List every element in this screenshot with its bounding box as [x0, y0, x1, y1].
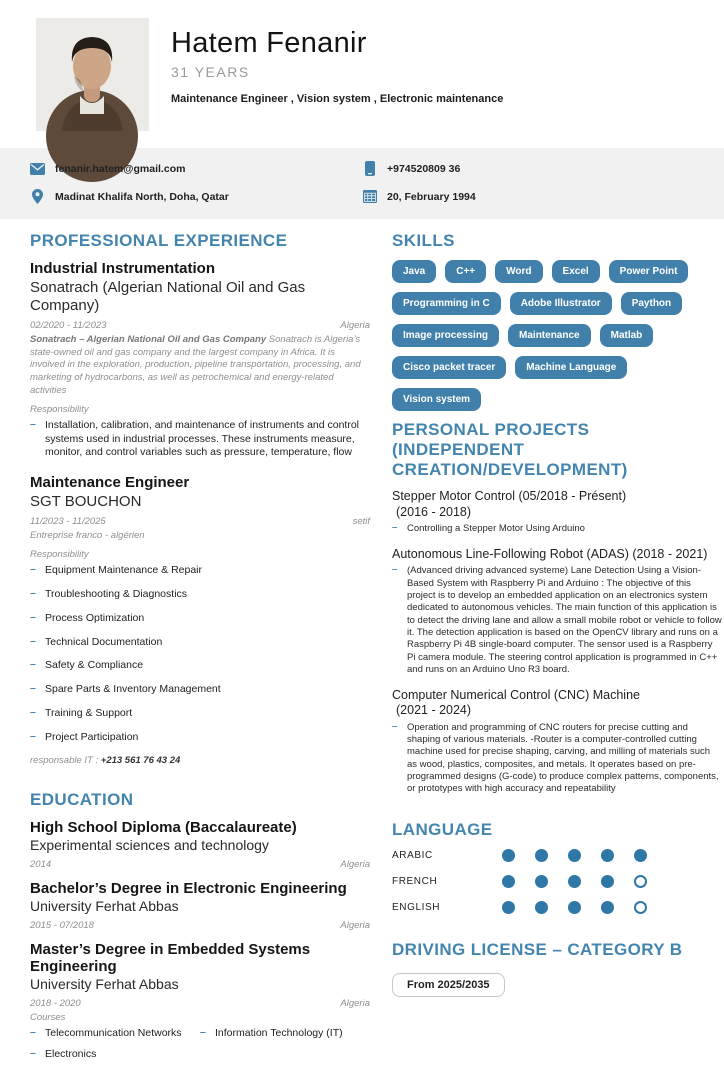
job-bullets — [30, 564, 370, 745]
level-dot-filled — [634, 849, 647, 862]
contact-email[interactable] — [30, 161, 362, 176]
section-title-education: EDUCATION — [30, 789, 134, 809]
job-bullet: – Equipment Maintenance & Repair — [30, 564, 370, 578]
skill-chip: Adobe Illustrator — [510, 292, 612, 315]
role-subtitle: Maintenance Engineer , Vision system , Electronic maintenance — [171, 93, 504, 106]
left-column — [30, 231, 370, 1061]
job-bullets — [30, 419, 370, 461]
courses-col-1 — [30, 1027, 200, 1069]
project-bullet: – Controlling a Stepper Motor Using Arduino — [392, 523, 722, 535]
section-title-skills: SKILLS — [392, 231, 455, 250]
job-bullet: – Troubleshooting & Diagnostics — [30, 588, 370, 602]
course-item: – Electronics — [30, 1048, 200, 1062]
skill-chip: Maintenance — [508, 324, 591, 347]
level-dot-filled — [568, 849, 581, 862]
project-title: Autonomous Line-Following Robot (ADAS) (2018 - 2021) — [392, 546, 708, 561]
edu-location: Algeria — [340, 998, 370, 1010]
education-item — [30, 880, 370, 931]
calendar-icon — [362, 189, 377, 204]
project-item — [392, 547, 722, 677]
job-bullet: – Training & Support — [30, 707, 370, 721]
job-summary — [30, 334, 370, 398]
edu-subtitle: University Ferhat Abbas — [30, 898, 179, 915]
profile-photo — [36, 18, 149, 131]
job-title: Industrial Instrumentation — [30, 260, 216, 278]
education-item — [30, 819, 370, 870]
skill-chip: Excel — [552, 260, 600, 283]
main-content — [0, 219, 724, 1061]
job-meta — [30, 320, 370, 331]
language-name: FRENCH — [392, 875, 438, 887]
project-bullets — [392, 565, 722, 676]
project-bullet: – (Advanced driving advanced systeme) Lane Detection Using a Vision-Based System with Raspberry Pi and Arduino : The objective of this project is to develop an embedded application on an electronics system dedicated to autonomous vehicles. The main function of this application is to detect the driving lane and allow a small mobile robot or vehicle to follow it. The detection application is based on the OpenCV library and runs on a Raspberry Pi 4B single-board computer. The sensor used is a Raspberry Pi camera module. The steering control application is programmed in C++ and runs on an Arduino Uno R3 board. — [392, 565, 722, 676]
job-summary: Entreprise franco - algérien — [30, 530, 145, 542]
language-row — [392, 849, 722, 862]
chips-row — [392, 260, 722, 283]
birthdate-text: 20, February 1994 — [387, 190, 476, 203]
language-level-dots — [502, 849, 647, 862]
job-bullet: – Spare Parts & Inventory Management — [30, 683, 370, 697]
edu-date: 2018 - 2020 — [30, 998, 81, 1010]
skill-chip: Paython — [621, 292, 682, 315]
project-title: Stepper Motor Control (05/2018 - Présent) — [392, 489, 627, 504]
language-name: ARABIC — [392, 849, 433, 861]
chips-row — [392, 324, 722, 347]
map-pin-icon — [30, 189, 45, 204]
level-dot-empty — [634, 901, 647, 914]
skills-chips — [392, 260, 722, 411]
courses-col-2 — [200, 1027, 370, 1069]
skill-chip: C++ — [445, 260, 486, 283]
edu-date: 2015 - 07/2018 — [30, 919, 94, 931]
level-dot-filled — [601, 849, 614, 862]
email-text: fenanir.hatem@gmail.com — [55, 162, 186, 175]
skill-chip: Cisco packet tracer — [392, 356, 506, 379]
project-bullets — [392, 523, 722, 535]
header — [0, 0, 724, 140]
language-level-dots — [502, 901, 647, 914]
license-section — [392, 940, 722, 997]
skill-chip: Machine Language — [515, 356, 627, 379]
smartphone-icon — [362, 161, 377, 176]
level-dot-filled — [601, 901, 614, 914]
skill-chip: Power Point — [609, 260, 689, 283]
job-bullet: – Installation, calibration, and maintenance of instruments and control systems used in industrial processes. These instruments measure, monitor, and control variables such as pressure, temperature, flow — [30, 419, 370, 461]
phone-text: +974520809 36 — [387, 162, 461, 175]
contact-birthdate — [362, 189, 694, 204]
chips-row — [392, 292, 722, 315]
project-title-line2: (2021 - 2024) — [396, 703, 472, 718]
section-title-projects: PERSONAL PROJECTS (INDEPENDENT CREATION/DEVELOPMENT) — [392, 420, 628, 480]
it-note-label: responsable IT : — [30, 754, 101, 766]
job-company: SGT BOUCHON — [30, 493, 142, 511]
skill-chip: Matlab — [600, 324, 654, 347]
header-text — [171, 18, 503, 105]
job-meta — [30, 516, 370, 527]
it-contact-note — [30, 755, 370, 766]
skill-chip: Word — [495, 260, 542, 283]
level-dot-empty — [634, 875, 647, 888]
skill-chip: Image processing — [392, 324, 499, 347]
job-bullet: – Technical Documentation — [30, 636, 370, 650]
course-item: – Information Technology (IT) — [200, 1027, 370, 1041]
job-date: 11/2023 - 11/2025 — [30, 516, 106, 528]
edu-title: Bachelor’s Degree in Electronic Engineering — [30, 879, 347, 897]
edu-title: Master’s Degree in Embedded Systems Engineering — [30, 940, 311, 976]
person-silhouette-icon — [36, 18, 149, 131]
course-item: – Telecommunication Networks — [30, 1027, 200, 1041]
page-title: Hatem Fenanir — [171, 27, 367, 59]
edu-subtitle: Experimental sciences and technology — [30, 837, 269, 854]
edu-title: High School Diploma (Baccalaureate) — [30, 818, 297, 836]
age-label: 31 YEARS — [171, 64, 250, 81]
level-dot-filled — [502, 849, 515, 862]
edu-location: Algeria — [340, 858, 370, 870]
right-column — [392, 231, 722, 1031]
level-dot-filled — [535, 849, 548, 862]
level-dot-filled — [535, 875, 548, 888]
level-dot-filled — [601, 875, 614, 888]
level-dot-filled — [502, 875, 515, 888]
language-name: ENGLISH — [392, 901, 441, 913]
courses-list — [30, 1027, 370, 1069]
level-dot-filled — [535, 901, 548, 914]
edu-meta — [30, 998, 370, 1009]
job-date: 02/2020 - 11/2023 — [30, 320, 107, 332]
project-item — [392, 489, 722, 536]
level-dot-filled — [502, 901, 515, 914]
courses-label: Courses — [30, 1012, 66, 1024]
job-bullet: – Project Participation — [30, 731, 370, 745]
skill-chip: Programming in C — [392, 292, 501, 315]
project-item — [392, 688, 722, 796]
language-level-dots — [502, 875, 647, 888]
job-title: Maintenance Engineer — [30, 474, 190, 492]
chips-row — [392, 388, 722, 411]
skill-chip: Java — [392, 260, 436, 283]
experience-item — [30, 474, 370, 766]
responsibility-label: Responsibility — [30, 548, 89, 560]
contact-phone — [362, 161, 694, 176]
project-bullet: – Operation and programming of CNC routers for precise cutting and shaping of various materials. -Router is a computer-controlled cutting machine used for precise shaping, carving, and milling of materials such as wood, plastics, composites, and metals. It operates based on pre-programmed designs (G-code) to produce complex patterns, components, or prototypes with high accuracy and repeatability — [392, 722, 722, 796]
level-dot-filled — [568, 901, 581, 914]
skill-chip: Vision system — [392, 388, 481, 411]
project-title-line2: (2016 - 2018) — [396, 504, 472, 519]
edu-meta — [30, 920, 370, 931]
section-title-language: LANGUAGE — [392, 819, 493, 839]
language-row — [392, 875, 722, 888]
level-dot-filled — [568, 875, 581, 888]
edu-meta — [30, 859, 370, 870]
job-summary-lead: Sonatrach – Algerian National Oil and Gas Company — [30, 334, 267, 346]
job-location: Algeria — [340, 320, 370, 332]
project-bullets — [392, 722, 722, 796]
language-list — [392, 849, 722, 914]
envelope-icon — [30, 161, 45, 176]
job-bullet: – Process Optimization — [30, 612, 370, 626]
project-title: Computer Numerical Control (CNC) Machine — [392, 687, 640, 702]
contact-location — [30, 189, 362, 204]
chips-row — [392, 356, 722, 379]
responsibility-label: Responsibility — [30, 403, 89, 415]
edu-date: 2014 — [30, 858, 52, 870]
language-row — [392, 901, 722, 914]
job-company: Sonatrach (Algerian National Oil and Gas Company) — [30, 279, 306, 315]
job-summary-rest: Sonatrach is Algeria’s state-owned oil and gas company and the largest company in Africa. It is involved in the exploration, production, pipeline transportation, processing, and marketing of hydrocarbons, as well as petrochemical and energy-related activities — [30, 334, 361, 396]
education-item — [30, 941, 370, 1069]
location-text: Madinat Khalifa North, Doha, Qatar — [55, 190, 229, 203]
section-title-license: DRIVING LICENSE – CATEGORY B — [392, 939, 683, 959]
edu-subtitle: University Ferhat Abbas — [30, 976, 179, 993]
license-validity-badge: From 2025/2035 — [392, 973, 505, 997]
job-location: setif — [352, 516, 370, 528]
it-note-phone: +213 561 76 43 24 — [100, 754, 181, 766]
section-title-experience: PROFESSIONAL EXPERIENCE — [30, 231, 288, 250]
experience-item — [30, 260, 370, 460]
job-bullet: – Safety & Compliance — [30, 659, 370, 673]
edu-location: Algeria — [340, 919, 370, 931]
